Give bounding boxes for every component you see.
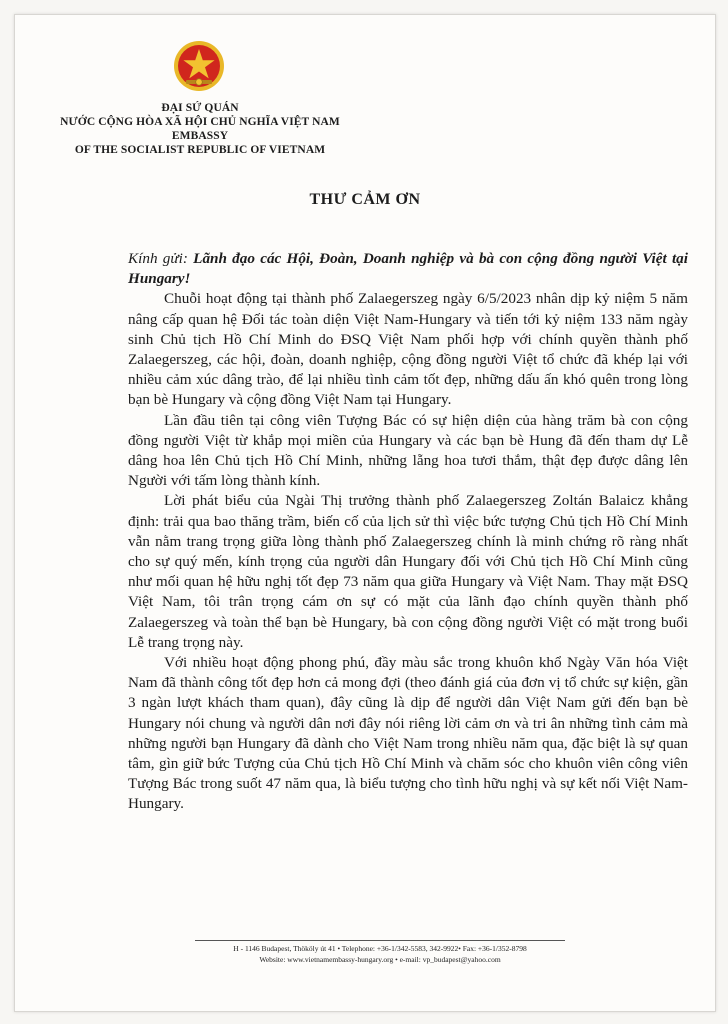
paragraph-2: Lần đầu tiên tại công viên Tượng Bác có sự hiện diện của hàng trăm bà con cộng đồng người Việt từ khắp mọi miền của Hungary và các bạn bè Hung đã đến tham dự Lễ dâng hoa lên Chủ tịch Hồ Chí Minh, những lẵng hoa tươi thắm, thật đẹp được dâng lên Người với tấm lòng thành kính.	[128, 411, 688, 490]
letter-body	[128, 249, 688, 815]
footer-address: H - 1146 Budapest, Thököly út 41 • Telephone: +36-1/342-5583, 342-9922• Fax: +36-1/352-8798	[233, 944, 527, 953]
header-line-embassy-vi: ĐẠI SỨ QUÁN	[161, 102, 239, 114]
salutation-prefix: Kính gửi:	[128, 250, 194, 267]
letter-page	[14, 14, 716, 1012]
vietnam-national-emblem-icon	[173, 40, 225, 92]
header-line-country-vi: NƯỚC CỘNG HÒA XÃ HỘI CHỦ NGHĨA VIỆT NAM	[60, 116, 340, 128]
paragraph-1: Chuỗi hoạt động tại thành phố Zalaegerszeg ngày 6/5/2023 nhân dịp kỷ niệm 5 năm nâng cấp quan hệ Đối tác toàn diện Việt Nam-Hungary và tiến tới kỷ niệm 133 năm ngày sinh Chủ tịch Hồ Chí Minh do ĐSQ Việt Nam phối hợp với chính quyền thành phố Zalaegerszeg, các hội, đoàn, doanh nghiệp, cộng đồng người Việt tổ chức đã khép lại với nhiều cảm xúc dâng trào, để lại nhiều tình cảm tốt đẹp, những dấu ấn khó quên trong lòng bạn bè Hungary và cộng đồng Việt Nam tại Hungary.	[128, 290, 688, 409]
header-line-country-en: OF THE SOCIALIST REPUBLIC OF VIETNAM	[74, 144, 326, 156]
letter-footer	[195, 940, 565, 965]
letter-title: THƯ CẢM ƠN	[309, 191, 421, 208]
paragraph-3: Lời phát biểu của Ngài Thị trưởng thành phố Zalaegerszeg Zoltán Balaicz khẳng định: trải qua bao thăng trầm, biến cố của lịch sử thì việc bức tượng Chủ tịch Hồ Chí Minh vẫn nằm trang trọng giữa lòng thành phố Zalaegerszeg chính là minh chứng rõ ràng nhất cho sự quý mến, kính trọng của người dân Hungary đối với Chủ tịch Hồ Chí Minh cũng như mối quan hệ hữu nghị tốt đẹp 73 năm qua giữa Hungary và Việt Nam. Thay mặt ĐSQ Việt Nam, tôi trân trọng cám ơn sự có mặt của lãnh đạo chính quyền thành phố Zalaegerszeg và toàn thể bạn bè Hungary, bà con cộng đồng người Việt có mặt trong buổi Lễ trang trọng này.	[128, 492, 688, 651]
header-line-embassy-en: EMBASSY	[171, 130, 229, 142]
paragraph-4: Với nhiều hoạt động phong phú, đầy màu sắc trong khuôn khổ Ngày Văn hóa Việt Nam đã thành công tốt đẹp hơn cả mong đợi (theo đánh giá của đơn vị tổ chức sự kiện, gần 3 ngàn lượt khách tham quan), đây cũng là dịp để người dân Việt Nam gửi đến bạn bè Hungary nói chung và người dân nơi đây nói riêng lời cảm ơn và tri ân những tình cảm mà những người bạn Hungary đã dành cho Việt Nam trong nhiều năm qua, đặc biệt là sự quan tâm, gìn giữ bức Tượng của Chủ tịch Hồ Chí Minh và chăm sóc cho khuôn viên công viên Tượng Bác trong suốt 47 năm qua, là biểu tượng cho tình hữu nghị và sự kết nối Việt Nam-Hungary.	[128, 654, 688, 813]
salutation-recipients: Lãnh đạo các Hội, Đoàn, Doanh nghiệp và bà con cộng đồng người Việt tại Hungary!	[128, 250, 688, 288]
embassy-header	[35, 101, 365, 157]
salutation	[128, 249, 688, 289]
footer-divider	[195, 940, 565, 941]
footer-website: Website: www.vietnamembassy-hungary.org • e-mail: vp_budapest@yahoo.com	[259, 955, 501, 964]
